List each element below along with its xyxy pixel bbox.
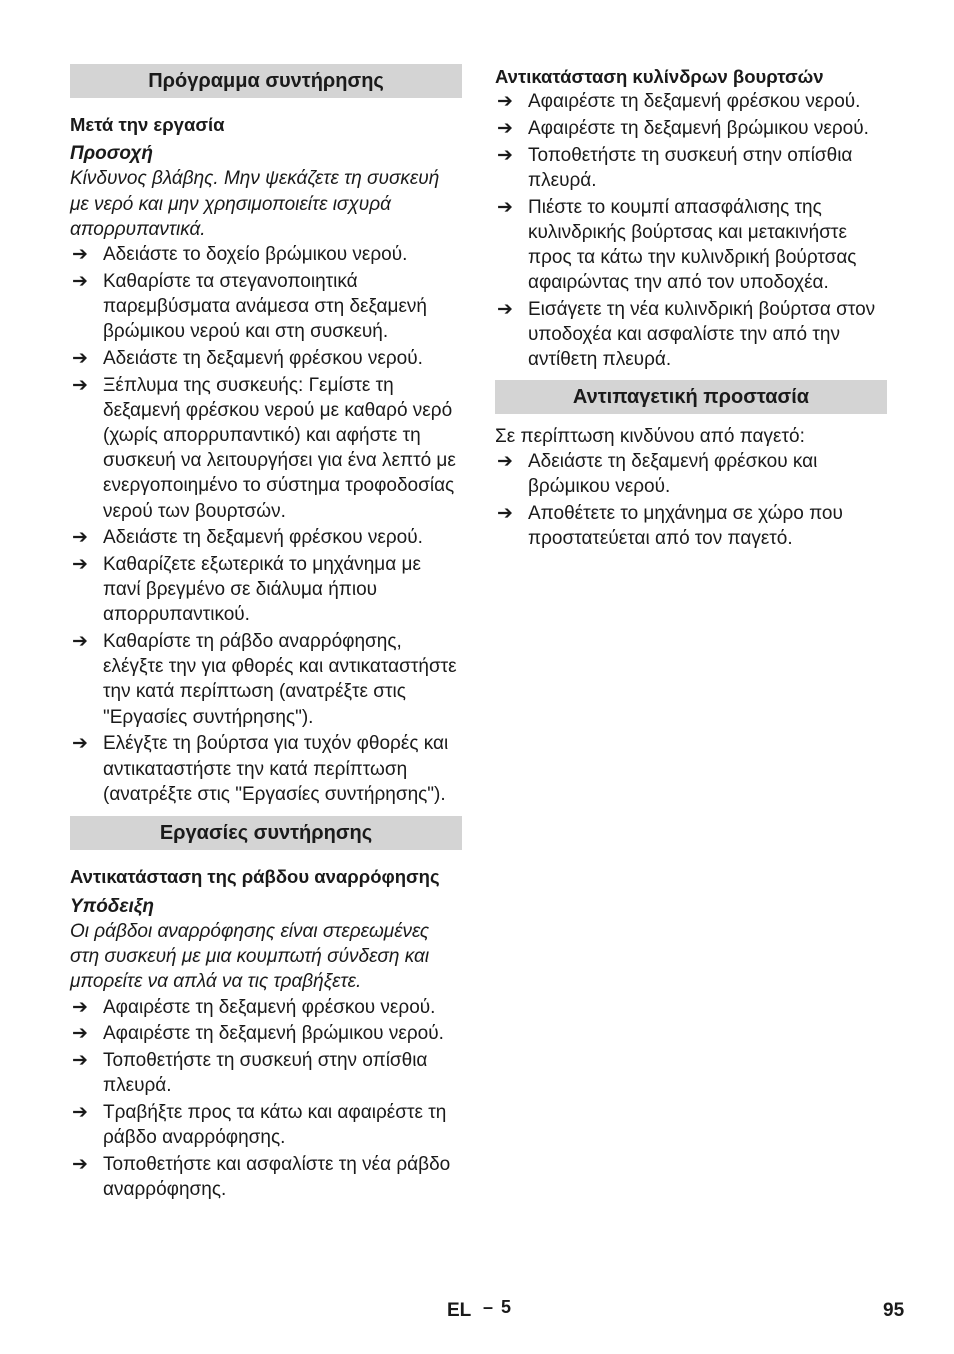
arrow-right-icon: ➔ — [72, 347, 88, 369]
arrow-right-icon: ➔ — [72, 1101, 88, 1123]
arrow-right-icon: ➔ — [497, 196, 513, 218]
arrow-right-icon: ➔ — [72, 996, 88, 1018]
replace-rod-steps — [70, 995, 462, 1203]
list-item-text: Τραβήξτε προς τα κάτω και αφαιρέστε τη ράβδο αναρρόφησης. — [103, 1101, 447, 1149]
list-item-text: Αδειάστε τη δεξαμενή φρέσκου νερού. — [103, 347, 423, 369]
arrow-right-icon: ➔ — [72, 374, 88, 396]
list-item-text: Αποθέτετε το μηχάνημα σε χώρο που προστατεύεται από τον παγετό. — [528, 503, 843, 550]
list-item-text: Αφαιρέστε τη δεξαμενή βρώμικου νερού. — [528, 117, 869, 139]
list-item-text: Αφαιρέστε τη δεξαμενή φρέσκου νερού. — [528, 91, 861, 113]
frost-steps — [495, 449, 887, 551]
list-item-text: Ελέγξτε τη βούρτσα για τυχόν φθορές και αντικαταστήστε την κατά περίπτωση (ανατρέξτε στις "Εργασίες συντήρησης"). — [103, 733, 449, 805]
arrow-right-icon: ➔ — [72, 1023, 88, 1045]
list-item-text: Αδειάστε τη δεξαμενή φρέσκου και βρώμικου νερού. — [528, 451, 818, 498]
arrow-right-icon: ➔ — [497, 91, 513, 113]
list-item-text: Αδειάστε το δοχείο βρώμικου νερού. — [103, 244, 408, 266]
list-item — [495, 297, 887, 373]
frost-intro: Σε περίπτωση κινδύνου από παγετό: — [495, 425, 805, 447]
list-item-text: Καθαρίστε τα στεγανοποιητικά παρεμβύσματα ανάμεσα στη δεξαμενή βρώμικου νερού και στη συσκευή. — [103, 270, 427, 343]
list-item — [70, 242, 462, 267]
footer-language: EL — [447, 1300, 472, 1321]
heading-replace-brush-rollers: Αντικατάσταση κυλίνδρων βουρτσών — [495, 66, 824, 87]
list-item — [495, 89, 887, 114]
arrow-right-icon: ➔ — [72, 631, 88, 653]
list-item-text: Καθαρίζετε εξωτερικά το μηχάνημα με πανί βρεγμένο σε διάλυμα ήπιου απορρυπαντικού. — [103, 553, 421, 626]
footer-page-number: 95 — [883, 1300, 905, 1321]
arrow-right-icon: ➔ — [497, 117, 513, 139]
arrow-right-icon: ➔ — [72, 527, 88, 549]
arrow-right-icon: ➔ — [72, 270, 88, 292]
footer-section-page: 5 — [501, 1297, 512, 1317]
list-item — [70, 1100, 462, 1150]
list-item — [70, 995, 462, 1020]
list-item-text: Αφαιρέστε τη δεξαμενή φρέσκου νερού. — [103, 996, 436, 1018]
list-item-text: Τοποθετήστε τη συσκευή στην οπίσθια πλευρά. — [103, 1049, 428, 1097]
list-item — [495, 195, 887, 296]
list-item-text: Αφαιρέστε τη δεξαμενή βρώμικου νερού. — [103, 1023, 444, 1045]
after-work-steps — [70, 242, 462, 807]
right-column — [495, 64, 887, 553]
list-item — [495, 143, 887, 193]
caution-label: Προσοχή — [70, 143, 154, 165]
arrow-right-icon: ➔ — [497, 144, 513, 166]
arrow-right-icon: ➔ — [72, 733, 88, 755]
list-item — [70, 346, 462, 371]
footer-dash: – — [483, 1297, 494, 1317]
arrow-right-icon: ➔ — [72, 1049, 88, 1071]
arrow-right-icon: ➔ — [497, 451, 513, 473]
list-item-text: Εισάγετε τη νέα κυλινδρική βούρτσα στον υποδοχέα και ασφαλίστε την από την αντίθετη πλευρά. — [528, 298, 876, 371]
list-item — [70, 373, 462, 524]
list-item-text: Ξέπλυμα της συσκευής: Γεμίστε τη δεξαμενή φρέσκου νερού με καθαρό νερό (χωρίς απορρυπαντικό) και αφήστε τη συσκευή να λειτουργήσει για ένα λεπτό με ενεργοποιημένο το σύστημα τροφοδοσίας νερού των βουρτσών. — [103, 374, 456, 522]
list-item — [70, 1152, 462, 1202]
replace-brush-steps — [495, 89, 887, 372]
arrow-right-icon: ➔ — [497, 503, 513, 525]
section-title-maintenance-work: Εργασίες συντήρησης — [70, 816, 462, 850]
arrow-right-icon: ➔ — [72, 553, 88, 575]
arrow-right-icon: ➔ — [72, 1153, 88, 1175]
list-item — [495, 449, 887, 499]
heading-after-work: Μετά την εργασία — [70, 114, 225, 135]
hint-label: Υπόδειξη — [70, 895, 154, 917]
list-item-text: Τοποθετήστε και ασφαλίστε τη νέα ράβδο αναρρόφησης. — [103, 1153, 451, 1200]
list-item — [70, 731, 462, 807]
list-item — [495, 116, 887, 141]
list-item — [495, 501, 887, 551]
caution-text: Κίνδυνος βλάβης. Μην ψεκάζετε τη συσκευή με νερό και μην χρησιμοποιείτε ισχυρά απορρυπαντικά. — [70, 168, 440, 240]
list-item — [70, 629, 462, 730]
list-item-text: Πιέστε το κουμπί απασφάλισης της κυλινδρικής βούρτσας και μετακινήστε προς τα κάτω την κυλινδρική βούρτσας αφαιρώντας την από τον υποδοχέα. — [528, 196, 857, 294]
arrow-right-icon: ➔ — [72, 244, 88, 266]
section-title-maintenance-program: Πρόγραμμα συντήρησης — [70, 64, 462, 98]
hint-text: Οι ράβδοι αναρρόφησης είναι στερεωμένες στη συσκευή με μια κουμπωτή σύνδεση και μπορείτε να απλά να τις τραβήξετε. — [70, 920, 430, 993]
list-item-text: Αδειάστε τη δεξαμενή φρέσκου νερού. — [103, 527, 423, 549]
heading-replace-suction-rod: Αντικατάσταση της ράβδου αναρρόφησης — [70, 866, 440, 888]
arrow-right-icon: ➔ — [497, 298, 513, 320]
section-title-frost-protection: Αντιπαγετική προστασία — [495, 380, 887, 414]
list-item — [70, 525, 462, 550]
list-item-text: Καθαρίστε τη ράβδο αναρρόφησης, ελέγξτε την για φθορές και αντικαταστήστε την κατά περίπτωση (ανατρέξτε στις "Εργασίες συντήρησης"). — [103, 631, 457, 728]
list-item — [70, 1021, 462, 1046]
list-item — [70, 1048, 462, 1098]
left-column — [70, 64, 462, 1204]
list-item — [70, 552, 462, 628]
list-item — [70, 269, 462, 345]
list-item-text: Τοποθετήστε τη συσκευή στην οπίσθια πλευρά. — [528, 144, 853, 191]
